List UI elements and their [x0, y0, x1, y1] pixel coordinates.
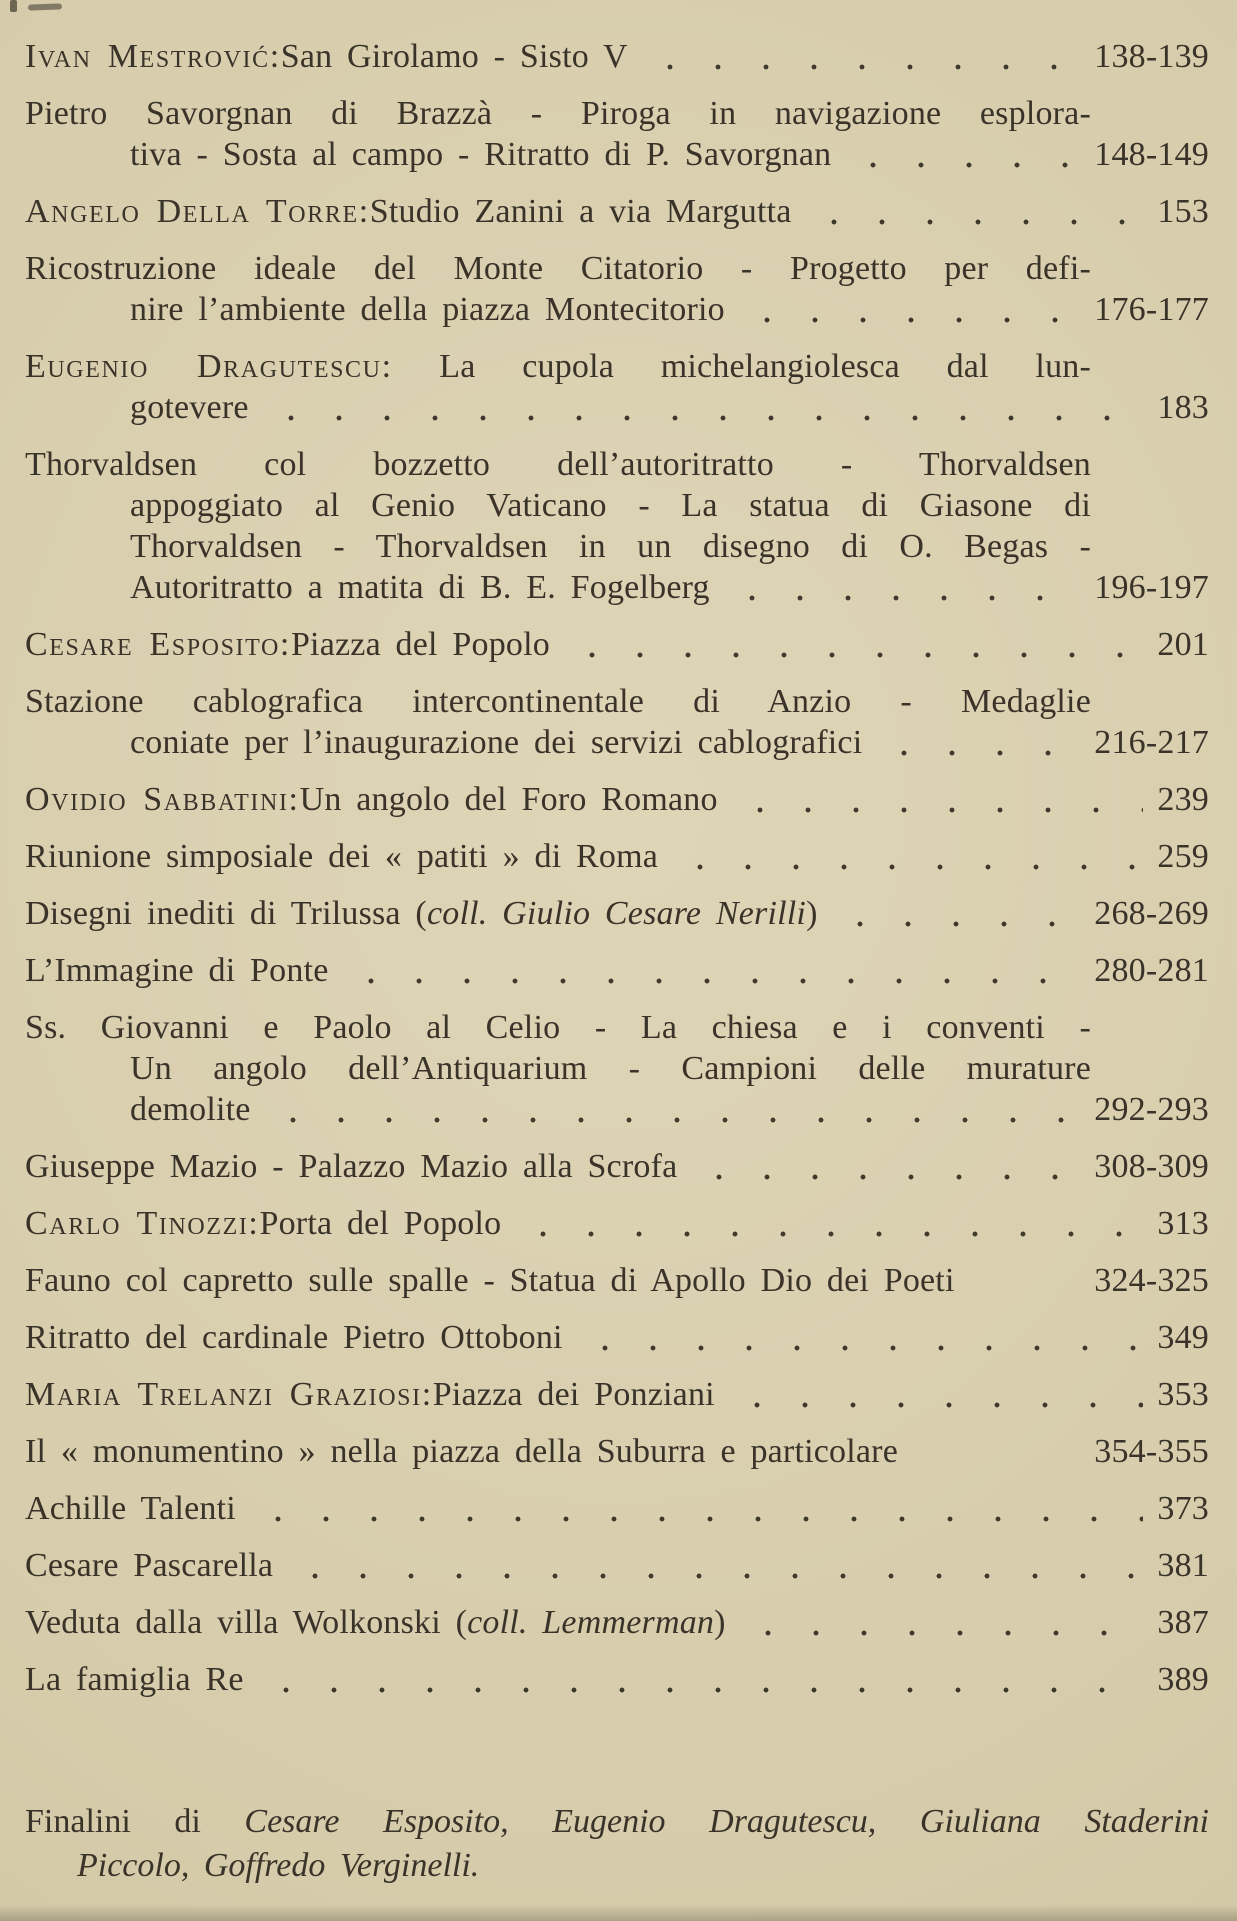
page-number: 153: [1157, 193, 1209, 230]
page-number: 349: [1157, 1319, 1209, 1356]
page-number: 268-269: [1094, 895, 1209, 932]
entry-text: nire l’ambiente della piazza Montecitorio: [130, 291, 725, 328]
page-number: 280-281: [1094, 952, 1209, 989]
page-number: 354-355: [1094, 1433, 1209, 1470]
page-number: 353: [1157, 1376, 1209, 1413]
toc-entry: [25, 1659, 1209, 1700]
entry-text: Stazione cablografica intercontinentale di Anzio - Medaglie: [25, 683, 1091, 720]
entry-text: Cesare Esposito:: [25, 626, 291, 663]
entry-text: Riunione simposiale dei « patiti » di Roma: [25, 838, 659, 875]
toc-entry: [25, 1488, 1209, 1529]
entry-text: coll. Lemmerman: [467, 1604, 715, 1641]
entry-line: [25, 567, 1209, 608]
entry-text: Porta del Popolo: [259, 1205, 502, 1242]
entry-text: Cesare Pascarella: [25, 1547, 274, 1584]
toc-entry: [25, 444, 1209, 608]
entry-text: Fauno col capretto sulle spalle - Statua di Apollo Dio dei Poeti: [25, 1262, 955, 1299]
entry-line: [25, 893, 1209, 934]
entry-line: [25, 444, 1209, 485]
entry-line: [25, 1146, 1209, 1187]
entry-line: [25, 134, 1209, 175]
leader-dots: [568, 624, 1143, 665]
entry-text: coniate per l’inaugurazione dei servizi cablografici: [130, 724, 863, 761]
entry-line: [25, 93, 1209, 134]
toc-entry: [25, 191, 1209, 232]
entry-line: [25, 1317, 1209, 1358]
entry-text: Un angolo dell’Antiquarium - Campioni delle murature: [130, 1050, 1091, 1087]
page-number: 259: [1157, 838, 1209, 875]
footer-note: [25, 1800, 1209, 1888]
entry-text: Piazza dei Ponziani: [432, 1376, 715, 1413]
entry-text: Carlo Tinozzi:: [25, 1205, 260, 1242]
page-number: 138-139: [1094, 38, 1209, 75]
scan-artifact-tick: [10, 0, 17, 12]
leader-dots: [676, 836, 1143, 877]
leader-dots: [267, 387, 1144, 428]
page-number: 389: [1157, 1661, 1209, 1698]
entry-text: Ovidio Sabbatini:: [25, 781, 300, 818]
entry-line: [25, 1260, 1209, 1301]
leader-dots: [736, 779, 1144, 820]
entry-line: [25, 1431, 1209, 1472]
page-number: 381: [1157, 1547, 1209, 1584]
toc-entry: [25, 836, 1209, 877]
entry-text: ): [806, 895, 818, 932]
page-number: 196-197: [1094, 569, 1209, 606]
entry-line: [25, 485, 1209, 526]
entry-text: Eugenio Dragutescu:: [25, 348, 393, 385]
entry-line: [25, 722, 1209, 763]
leader-dots: [291, 1545, 1143, 1586]
entry-text: Cesare Esposito, Eugenio Dragutescu, Giuliana Staderini: [244, 1803, 1209, 1840]
entry-text: La cupola michelangiolesca dal lun-: [392, 348, 1091, 385]
page-number: 373: [1157, 1490, 1209, 1527]
leader-dots: [269, 1089, 1081, 1130]
toc-entry: [25, 1602, 1209, 1643]
entry-line: [25, 36, 1209, 77]
page-number: 313: [1157, 1205, 1209, 1242]
entry-line: [25, 950, 1209, 991]
entry-line: [25, 1659, 1209, 1700]
entry-line: [25, 779, 1209, 820]
entry-text: gotevere: [130, 389, 249, 426]
leader-dots: [849, 134, 1080, 175]
leader-dots: [646, 36, 1081, 77]
toc-entry: [25, 1317, 1209, 1358]
leader-dots: [519, 1203, 1143, 1244]
footer-line: [25, 1844, 1209, 1888]
entry-line: [25, 1602, 1209, 1643]
toc-entry: [25, 1431, 1209, 1472]
entry-line: [25, 624, 1209, 665]
entry-line: [25, 1048, 1209, 1089]
page-number: 148-149: [1094, 136, 1209, 173]
illustrations-list: [25, 36, 1209, 1888]
entry-text: Il « monumentino » nella piazza della Suburra e particolare: [25, 1433, 898, 1470]
entry-text: coll. Giulio Cesare Nerilli: [426, 895, 807, 932]
entry-line: [25, 1545, 1209, 1586]
leader-dots: [836, 893, 1081, 934]
entry-text: Thorvaldsen - Thorvaldsen in un disegno di O. Begas -: [130, 528, 1091, 565]
entry-text: ): [714, 1604, 726, 1641]
entry-text: Ricostruzione ideale del Monte Citatorio - Progetto per defi-: [25, 250, 1091, 287]
toc-entry: [25, 1203, 1209, 1244]
toc-entry: [25, 950, 1209, 991]
entry-text: Achille Talenti: [25, 1490, 236, 1527]
leader-dots: [581, 1317, 1144, 1358]
toc-entry: [25, 1545, 1209, 1586]
page-edge-shadow: [0, 1905, 1237, 1921]
entry-text: L’Immagine di Ponte: [25, 952, 329, 989]
entry-text: Angelo Della Torre:: [25, 193, 370, 230]
entry-line: [25, 191, 1209, 232]
toc-entry: [25, 36, 1209, 77]
entry-text: demolite: [130, 1091, 251, 1128]
entry-line: [25, 1374, 1209, 1415]
toc-entry: [25, 248, 1209, 330]
leader-dots: [973, 1260, 1081, 1301]
toc-entry: [25, 346, 1209, 428]
entry-line: [25, 248, 1209, 289]
leader-dots: [744, 1602, 1144, 1643]
toc-entry: [25, 779, 1209, 820]
page-number: 387: [1157, 1604, 1209, 1641]
toc-entry: [25, 893, 1209, 934]
page-number: 308-309: [1094, 1148, 1209, 1185]
entry-text: Ivan Mestrović:: [25, 38, 281, 75]
page-number: 292-293: [1094, 1091, 1209, 1128]
entry-line: [25, 1488, 1209, 1529]
entry-line: [25, 1203, 1209, 1244]
entry-text: Studio Zanini a via Margutta: [369, 193, 792, 230]
leader-dots: [347, 950, 1081, 991]
entry-text: tiva - Sosta al campo - Ritratto di P. Savorgnan: [130, 136, 832, 173]
toc-entry: [25, 1260, 1209, 1301]
leader-dots: [733, 1374, 1144, 1415]
toc-entry: [25, 1007, 1209, 1130]
entry-line: [25, 289, 1209, 330]
page-number: 201: [1157, 626, 1209, 663]
entry-text: Veduta dalla villa Wolkonski (: [25, 1604, 468, 1641]
entry-text: Autoritratto a matita di B. E. Fogelberg: [130, 569, 710, 606]
leader-dots: [728, 567, 1081, 608]
footer-line: [25, 1800, 1209, 1844]
entry-text: Disegni inediti di Trilussa (: [25, 895, 427, 932]
entry-text: Piazza del Popolo: [290, 626, 550, 663]
page-number: 324-325: [1094, 1262, 1209, 1299]
toc-entry: [25, 1374, 1209, 1415]
entry-line: [25, 387, 1209, 428]
toc-entry: [25, 1146, 1209, 1187]
entry-line: [25, 836, 1209, 877]
entry-text: La famiglia Re: [25, 1661, 244, 1698]
leader-dots: [743, 289, 1080, 330]
entry-line: [25, 346, 1209, 387]
entry-text: Maria Trelanzi Graziosi:: [25, 1376, 433, 1413]
page-number: 183: [1157, 389, 1209, 426]
leader-dots: [254, 1488, 1144, 1529]
entry-line: [25, 1089, 1209, 1130]
page-number: 176-177: [1094, 291, 1209, 328]
toc-entry: [25, 624, 1209, 665]
entry-text: Un angolo del Foro Romano: [299, 781, 718, 818]
entry-text: appoggiato al Genio Vaticano - La statua di Giasone di: [130, 487, 1091, 524]
entry-text: Piccolo, Goffredo Verginelli.: [77, 1847, 480, 1884]
toc-entry: [25, 93, 1209, 175]
entry-text: Pietro Savorgnan di Brazzà - Piroga in navigazione esplora-: [25, 95, 1091, 132]
entry-text: Thorvaldsen col bozzetto dell’autoritratto - Thorvaldsen: [25, 446, 1091, 483]
entry-line: [25, 1007, 1209, 1048]
entry-text: San Girolamo - Sisto V: [280, 38, 628, 75]
entry-line: [25, 681, 1209, 722]
page-number: 239: [1157, 781, 1209, 818]
leader-dots: [880, 722, 1080, 763]
entry-text: Giuseppe Mazio - Palazzo Mazio alla Scrofa: [25, 1148, 678, 1185]
entry-text: Finalini di: [25, 1803, 245, 1840]
scan-artifact-dash: [28, 3, 62, 10]
leader-dots: [695, 1146, 1080, 1187]
leader-dots: [916, 1431, 1080, 1472]
page-number: 216-217: [1094, 724, 1209, 761]
entry-line: [25, 526, 1209, 567]
leader-dots: [262, 1659, 1144, 1700]
entry-text: Ritratto del cardinale Pietro Ottoboni: [25, 1319, 563, 1356]
toc-entry: [25, 681, 1209, 763]
entry-text: Ss. Giovanni e Paolo al Celio - La chiesa e i conventi -: [25, 1009, 1091, 1046]
leader-dots: [810, 191, 1144, 232]
